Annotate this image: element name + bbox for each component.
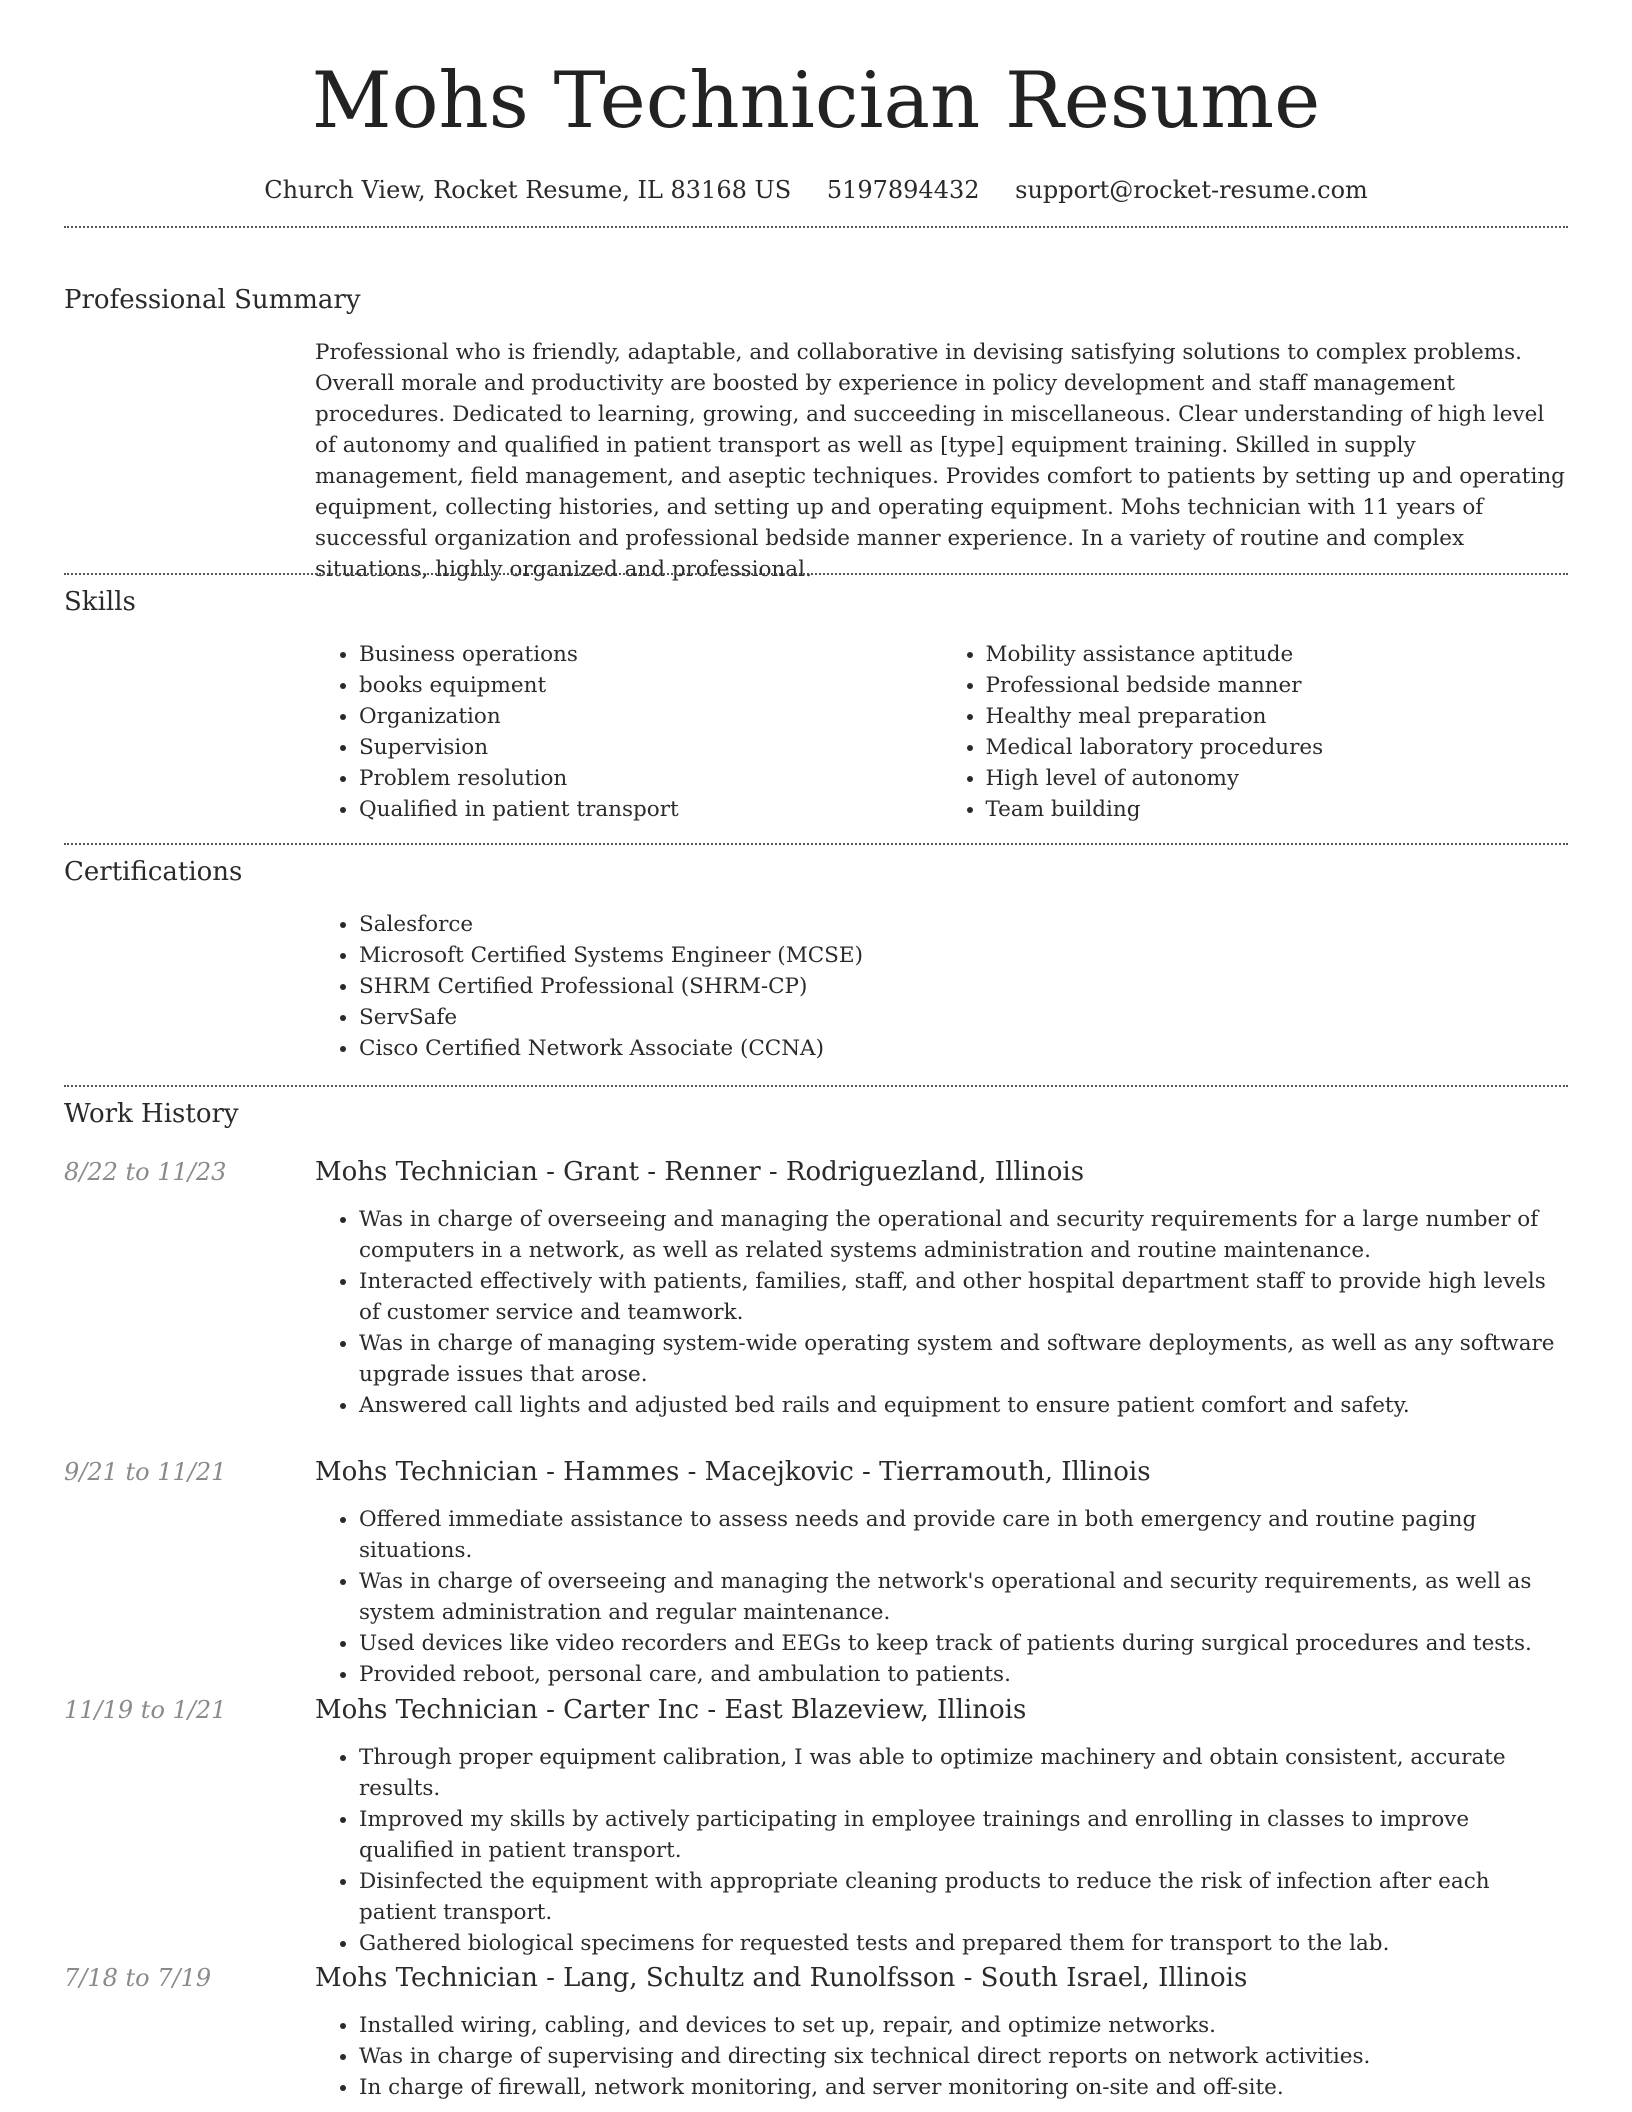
contact-address: Church View, Rocket Resume, IL 83168 US: [264, 176, 792, 204]
skill-item: • Team building: [986, 794, 1569, 825]
job-bullet: • Gathered biological specimens for requested tests and prepared them for transport to the lab.: [359, 1928, 1568, 1959]
certification-item: • ServSafe: [359, 1002, 1568, 1033]
certification-item: • Cisco Certified Network Associate (CCNA): [359, 1033, 1568, 1064]
work-history-section: [64, 1097, 1568, 1131]
skills-list-left: [315, 639, 942, 825]
job-title: Mohs Technician - Hammes - Macejkovic - Tierramouth, Illinois: [315, 1457, 1151, 1487]
skills-section: [64, 585, 1568, 825]
job-bullet: • Improved my skills by actively participating in employee trainings and enrolling in classes to improve qualified in patient transport.: [359, 1804, 1568, 1866]
skills-list-right: [942, 639, 1569, 825]
divider: [64, 843, 1568, 845]
skill-item: • Organization: [359, 701, 942, 732]
job-date: 7/18 to 7/19: [64, 1964, 212, 1992]
job-bullets: [315, 2010, 1568, 2103]
summary-text: Professional who is friendly, adaptable, and collaborative in devising satisfying solutions to complex problems. Overall morale and productivity are boosted by experience in policy development and staff management procedures. Dedicated to learning, growing, and succeeding in miscellaneous. Clear understanding of high level of autonomy and qualified in patient transport as well as [type] equipment training. Skilled in supply management, field management, and aseptic techniques. Provides comfort to patients by setting up and operating equipment, collecting histories, and setting up and operating equipment. Mohs technician with 11 years of successful organization and professional bedside manner experience. In a variety of routine and complex situations, highly organized and professional.: [315, 340, 1565, 582]
skill-item: • Supervision: [359, 732, 942, 763]
job-entry: [64, 1155, 1568, 1421]
job-bullet: • Was in charge of supervising and directing six technical direct reports on network activities.: [359, 2041, 1568, 2072]
job-bullet: • Disinfected the equipment with appropriate cleaning products to reduce the risk of infection after each patient transport.: [359, 1866, 1568, 1928]
job-bullet: • Used devices like video recorders and EEGs to keep track of patients during surgical procedures and tests.: [359, 1628, 1568, 1659]
skill-item: • Business operations: [359, 639, 942, 670]
resume-title: Mohs Technician Resume: [311, 56, 1321, 146]
certifications-section: [64, 855, 1568, 1064]
contact-line: [64, 172, 1568, 208]
job-bullet: • Was in charge of overseeing and managing the network's operational and security requirements, as well as system administration and regular maintenance.: [359, 1566, 1568, 1628]
job-date: 11/19 to 1/21: [64, 1696, 227, 1724]
job-bullets: [315, 1504, 1568, 1690]
certification-item: • Salesforce: [359, 909, 1568, 940]
skill-item: • High level of autonomy: [986, 763, 1569, 794]
job-bullets: [315, 1742, 1568, 1959]
certifications-heading: Certifications: [64, 857, 243, 887]
job-date: 9/21 to 11/21: [64, 1458, 227, 1486]
job-bullet: • Answered call lights and adjusted bed rails and equipment to ensure patient comfort and safety.: [359, 1390, 1568, 1421]
divider: [64, 1085, 1568, 1087]
summary-heading: Professional Summary: [64, 285, 361, 315]
certifications-list: [315, 909, 1568, 1064]
job-bullet: • Installed wiring, cabling, and devices to set up, repair, and optimize networks.: [359, 2010, 1568, 2041]
job-bullet: • Provided reboot, personal care, and ambulation to patients.: [359, 1659, 1568, 1690]
certification-item: • Microsoft Certified Systems Engineer (MCSE): [359, 940, 1568, 971]
job-bullet: • Was in charge of overseeing and managing the operational and security requirements for a large number of computers in a network, as well as related systems administration and routine maintenance.: [359, 1204, 1568, 1266]
job-bullets: [315, 1204, 1568, 1421]
skill-item: • books equipment: [359, 670, 942, 701]
skill-item: • Mobility assistance aptitude: [986, 639, 1569, 670]
skill-item: • Medical laboratory procedures: [986, 732, 1569, 763]
certification-item: • SHRM Certified Professional (SHRM-CP): [359, 971, 1568, 1002]
job-entry: [64, 1961, 1568, 2103]
job-bullet: • Through proper equipment calibration, I was able to optimize machinery and obtain consistent, accurate results.: [359, 1742, 1568, 1804]
skill-item: • Problem resolution: [359, 763, 942, 794]
job-title: Mohs Technician - Lang, Schultz and Runolfsson - South Israel, Illinois: [315, 1963, 1248, 1993]
contact-email: support@rocket-resume.com: [1015, 176, 1368, 204]
job-entry: [64, 1455, 1568, 1690]
job-entry: [64, 1693, 1568, 1959]
skill-item: • Qualified in patient transport: [359, 794, 942, 825]
job-title: Mohs Technician - Grant - Renner - Rodriguezland, Illinois: [315, 1157, 1085, 1187]
job-bullet: • In charge of firewall, network monitoring, and server monitoring on-site and off-site.: [359, 2072, 1568, 2103]
skill-item: • Professional bedside manner: [986, 670, 1569, 701]
skills-heading: Skills: [64, 587, 136, 617]
job-bullet: • Was in charge of managing system-wide operating system and software deployments, as well as any software upgrade issues that arose.: [359, 1328, 1568, 1390]
job-title: Mohs Technician - Carter Inc - East Blazeview, Illinois: [315, 1695, 1027, 1725]
job-bullet: • Interacted effectively with patients, families, staff, and other hospital department staff to provide high levels of customer service and teamwork.: [359, 1266, 1568, 1328]
contact-phone: 5197894432: [826, 176, 980, 204]
job-date: 8/22 to 11/23: [64, 1158, 227, 1186]
skill-item: • Healthy meal preparation: [986, 701, 1569, 732]
summary-block: [64, 283, 1568, 585]
job-bullet: • Offered immediate assistance to assess needs and provide care in both emergency and routine paging situations.: [359, 1504, 1568, 1566]
divider: [64, 573, 1568, 575]
work-history-heading: Work History: [64, 1099, 239, 1129]
